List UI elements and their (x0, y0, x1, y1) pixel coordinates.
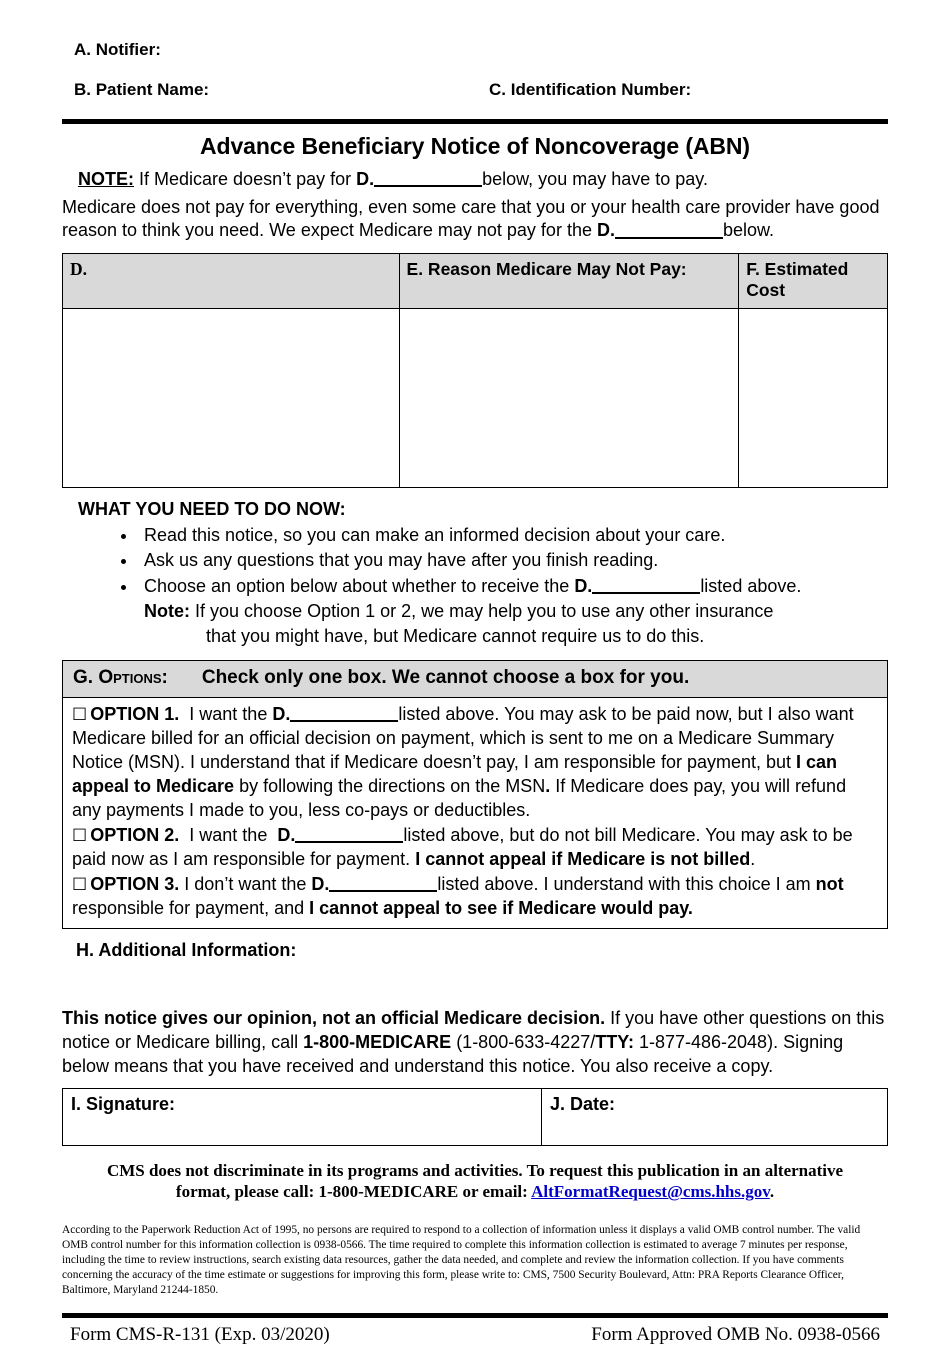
option-1-text-a: I want the (189, 704, 268, 725)
identification-number-label: C. Identification Number: (489, 80, 692, 100)
signature-table-body (63, 1088, 888, 1145)
what-you-need-note-line1: If you choose Option 1 or 2, we may help you to use any other insurance (195, 601, 774, 622)
closing-bold-lead: This notice gives our opinion, not an official Medicare decision. (62, 1007, 606, 1028)
closing-paragraph (62, 1007, 888, 1079)
option-3-blank-d-label: D. (311, 874, 330, 895)
what-you-need-note-label: Note: (144, 601, 190, 622)
option-1-blank-d-label: D. (272, 704, 291, 725)
what-you-need-note (144, 599, 888, 648)
cms-notice-line1: CMS does not discriminate in its programs and activities. To request this publication in an (106, 1160, 761, 1180)
bullet3-text-before: Choose an option below about whether to receive the (144, 575, 570, 596)
closing-text-b: (1-800-633-4227/ (456, 1031, 596, 1052)
closing-text-a: If you have other questions on this notice or Medicare billing, call (62, 1007, 885, 1052)
option-3-text-c: responsible for payment, and (72, 897, 305, 918)
note-blank-d-label: D. (356, 169, 375, 190)
option-2-text-c: . (750, 848, 756, 869)
notifier-label: A. Notifier: (74, 40, 161, 59)
closing-text-c: 1-877-486-2048). (638, 1031, 779, 1052)
page-title: Advance Beneficiary Notice of Noncoverage (ABN) (200, 132, 750, 159)
cms-notice-period: . (769, 1182, 775, 1202)
table-row (63, 1088, 888, 1145)
list-item: • Read this notice, so you can make an informed decision about your care. (138, 523, 888, 549)
options-body (62, 698, 888, 929)
option-2-bold-cannot-appeal: I cannot appeal if Medicare is not billed (415, 848, 751, 869)
option-3-label: OPTION 3. (90, 874, 180, 895)
checkbox-option-1-icon[interactable]: ☐ (72, 705, 88, 726)
checkbox-option-3-icon[interactable]: ☐ (72, 875, 88, 896)
option-1-blank-field[interactable] (290, 703, 398, 722)
options-header-label: G. Options: (73, 667, 168, 689)
option-2-blank-field[interactable] (295, 824, 403, 843)
option-3-text-b: listed above. I understand with this choice I am (437, 874, 811, 895)
closing-phone: 1-800-MEDICARE (303, 1031, 452, 1052)
signature-label[interactable]: I. Signature: (63, 1088, 542, 1145)
note-blank-field[interactable] (374, 168, 482, 187)
what-you-need-title: WHAT YOU NEED TO DO NOW: (78, 499, 346, 520)
option-3-text-a: I don’t want the (184, 874, 307, 895)
intro-blank-d-label: D. (596, 220, 615, 241)
signature-table (62, 1088, 888, 1146)
column-header-d: D. (63, 254, 400, 309)
paperwork-reduction-act-statement: According to the Paperwork Reduction Act of 1995, no persons are required to respond to a collection of information unless it displays a valid OMB control number. The valid OMB control number for this information collection is 0938-0566. The time required to complete this information collection is estimated to average 7 minutes per response, including the time to review instructions, search existing data resources, gather the data needed, and complete and review the information collection. If you have comments concerning the accuracy of the time estimate or suggestions for improving this form, please write to: CMS, 7500 Security Boulevard, Attn: PRA Reports Clearance Officer, Baltimore, Maryland 21244-1850. (62, 1224, 861, 1296)
what-you-need-note-line2: that you might have, but Medicare cannot require us to do this. (206, 625, 705, 646)
cell-reason-medicare-may-not-pay[interactable] (399, 309, 739, 488)
option-1-bold-appeal: I can appeal to Medicare (72, 752, 838, 797)
option-1-text-b: listed above. You may ask to be paid now, but I also want Medicare billed for an official decision on payment, which is sent to me on a Medicare Summary Notice (MSN). I understand that if Medicare doesn’t pay, I am responsible for payment, but (72, 704, 854, 773)
list-item (138, 574, 888, 648)
intro-blank-field[interactable] (615, 219, 723, 238)
footer-omb-approval: Form Approved OMB No. 0938-0566 (591, 1324, 880, 1346)
intro-paragraph (62, 196, 888, 244)
patient-name-label: B. Patient Name: (74, 80, 210, 100)
option-1-text-c: by following the directions on the MSN (239, 776, 546, 797)
additional-information-label: H. Additional Information: (76, 939, 297, 960)
option-1-bold-period: . (545, 776, 551, 797)
patient-identification-row (74, 80, 888, 100)
note-text-after: below, you may have to pay. (482, 169, 708, 190)
header-divider-rule (62, 119, 888, 124)
option-2[interactable] (72, 824, 878, 872)
option-3-blank-field[interactable] (329, 873, 437, 892)
services-table (62, 253, 888, 488)
note-label: NOTE: (78, 169, 134, 190)
option-3-bold-not: not (815, 874, 844, 895)
column-header-e: E. Reason Medicare May Not Pay: (399, 254, 739, 309)
table-row (63, 309, 888, 488)
notifier-row (74, 40, 888, 60)
cell-service-description[interactable] (63, 309, 400, 488)
note-line (78, 168, 888, 191)
table-header-row (63, 254, 888, 309)
option-1-text-d: If Medicare does pay, you will refund any payments I made to you, less co-pays or deductibles. (72, 776, 847, 821)
date-label[interactable]: J. Date: (542, 1088, 888, 1145)
footer-form-number: Form CMS-R-131 (Exp. 03/2020) (70, 1324, 330, 1346)
option-2-label: OPTION 2. (90, 825, 180, 846)
intro-paragraph-part2: below. (722, 220, 775, 241)
option-2-text-b: listed above, but do not bill Medicare. You may ask to be paid now as I am responsible for payment. (72, 825, 853, 869)
note-text-before: If Medicare doesn’t pay for (139, 169, 352, 190)
additional-information-entry-area[interactable] (62, 961, 888, 1007)
option-1[interactable] (72, 703, 878, 823)
closing-tty-label: TTY: (595, 1031, 634, 1052)
list-item: • Ask us any questions that you may have after you finish reading. (138, 548, 888, 574)
option-3[interactable] (72, 873, 878, 921)
option-2-text-a: I want the (189, 825, 268, 846)
form-header (62, 0, 888, 101)
option-3-bold-cannot-appeal: I cannot appeal to see if Medicare would pay. (309, 897, 693, 918)
option-1-label: OPTION 1. (90, 704, 180, 725)
cms-notice-line2: alternative format, please call: 1-800-MEDICARE or email: (175, 1160, 844, 1202)
bullet3-blank-field[interactable] (592, 575, 700, 594)
intro-paragraph-part1: Medicare does not pay for everything, even some care that you or your health care provider have good reason to think you need. We expect Medicare may not pay for the (62, 196, 880, 241)
option-2-blank-d-label: D. (277, 825, 296, 846)
bullet3-text-after: listed above. (700, 575, 802, 596)
bullet3-blank-d-label: D. (574, 575, 593, 596)
options-section-header (62, 660, 888, 698)
footer (62, 1324, 888, 1346)
column-header-f: F. Estimated Cost (739, 254, 888, 309)
checkbox-option-2-icon[interactable]: ☐ (72, 826, 88, 847)
what-you-need-list (62, 523, 888, 649)
services-table-body (63, 309, 888, 488)
footer-divider-rule (62, 1313, 888, 1318)
alt-format-request-email-link[interactable]: AltFormatRequest@cms.hhs.gov (531, 1182, 770, 1202)
closing-text-d: Signing below means that you have received and understand this notice. You also receive a copy. (62, 1031, 844, 1076)
cell-estimated-cost[interactable] (739, 309, 888, 488)
cms-nondiscrimination-notice (62, 1160, 888, 1204)
services-table-head (63, 254, 888, 309)
options-header-instruction: Check only one box. We cannot choose a box for you. (201, 667, 690, 689)
